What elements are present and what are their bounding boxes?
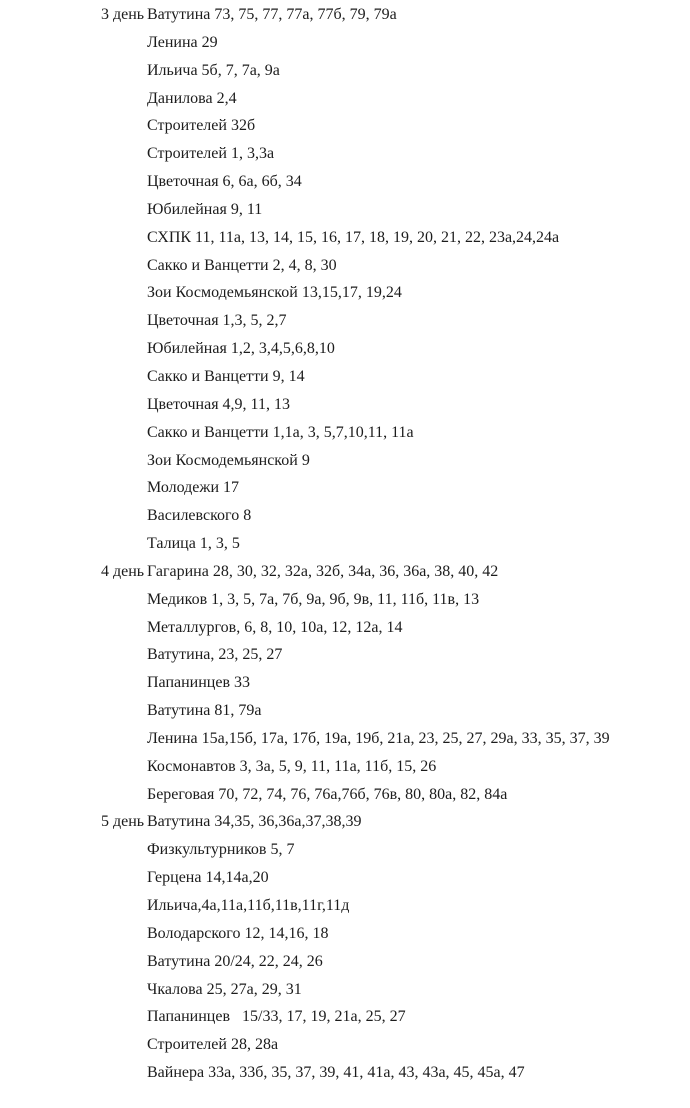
street-list [147, 558, 680, 809]
street-line: Герцена 14,14а,20 [147, 869, 269, 887]
street-line: Медиков 1, 3, 5, 7а, 7б, 9а, 9б, 9в, 11, 11б, 11в, 13 [147, 590, 480, 608]
day-block [101, 558, 680, 809]
street-line: Гагарина 28, 30, 32, 32а, 32б, 34а, 36, 36а, 38, 40, 42 [147, 562, 499, 580]
street-line: Талица 1, 3, 5 [147, 535, 240, 553]
street-line: Юбилейная 9, 11 [147, 200, 263, 218]
street-line: Ватутина, 23, 25, 27 [147, 646, 283, 664]
street-line: Папанинцев 33 [147, 674, 251, 692]
street-line: Сакко и Ванцетти 2, 4, 8, 30 [147, 256, 337, 274]
street-line: Металлургов, 6, 8, 10, 10а, 12, 12а, 14 [147, 618, 403, 636]
day-block [101, 808, 680, 1086]
street-line: Василевского 8 [147, 507, 252, 525]
street-line: Цветочная 1,3, 5, 2,7 [147, 312, 287, 330]
street-list [147, 1, 680, 558]
street-line: Цветочная 6, 6а, 6б, 34 [147, 173, 302, 191]
street-line: Ватутина 73, 75, 77, 77а, 77б, 79, 79а [147, 6, 397, 23]
street-list [147, 808, 680, 1086]
street-line: Чкалова 25, 27а, 29, 31 [147, 980, 302, 998]
street-line: Папанинцев 15/33, 17, 19, 21а, 25, 27 [147, 1008, 406, 1026]
street-line: Данилова 2,4 [147, 89, 237, 107]
street-line: Сакко и Ванцетти 9, 14 [147, 367, 305, 385]
street-line: Ленина 15а,15б, 17а, 17б, 19а, 19б, 21а, 23, 25, 27, 29а, 33, 35, 37, 39 [147, 729, 610, 747]
street-line: Строителей 32б [147, 117, 256, 135]
street-line: Цветочная 4,9, 11, 13 [147, 395, 290, 413]
day-label: 5 день [101, 813, 145, 831]
street-line: Юбилейная 1,2, 3,4,5,6,8,10 [147, 340, 335, 358]
street-line: Сакко и Ванцетти 1,1а, 3, 5,7,10,11, 11а [147, 423, 414, 441]
street-line: Строителей 1, 3,3а [147, 145, 275, 163]
street-line: Ильича 5б, 7, 7а, 9а [147, 61, 280, 79]
street-line: Ватутина 81, 79а [147, 702, 262, 720]
street-line: Зои Космодемьянской 9 [147, 451, 310, 469]
street-line: Вайнера 33а, 33б, 35, 37, 39, 41, 41а, 43, 43а, 45, 45а, 47 [147, 1064, 525, 1082]
street-line: Строителей 28, 28а [147, 1036, 279, 1054]
day-label: 3 день [101, 6, 145, 23]
street-line: СХПК 11, 11а, 13, 14, 15, 16, 17, 18, 19, 20, 21, 22, 23а,24,24а [147, 228, 560, 246]
street-line: Молодежи 17 [147, 479, 239, 497]
street-line: Ватутина 20/24, 22, 24, 26 [147, 952, 323, 970]
street-line: Володарского 12, 14,16, 18 [147, 924, 329, 942]
street-line: Береговая 70, 72, 74, 76, 76а,76б, 76в, 80, 80а, 82, 84а [147, 785, 508, 803]
street-line: Ватутина 34,35, 36,36а,37,38,39 [147, 813, 362, 831]
street-line: Ильича,4а,11а,11б,11в,11г,11д [147, 897, 350, 914]
street-line: Физкультурников 5, 7 [147, 841, 295, 859]
day-block [101, 1, 680, 558]
day-label: 4 день [101, 562, 145, 580]
street-line: Ленина 29 [147, 33, 218, 51]
street-line: Зои Космодемьянской 13,15,17, 19,24 [147, 284, 402, 302]
street-line: Космонавтов 3, 3а, 5, 9, 11, 11а, 11б, 15, 26 [147, 757, 437, 775]
